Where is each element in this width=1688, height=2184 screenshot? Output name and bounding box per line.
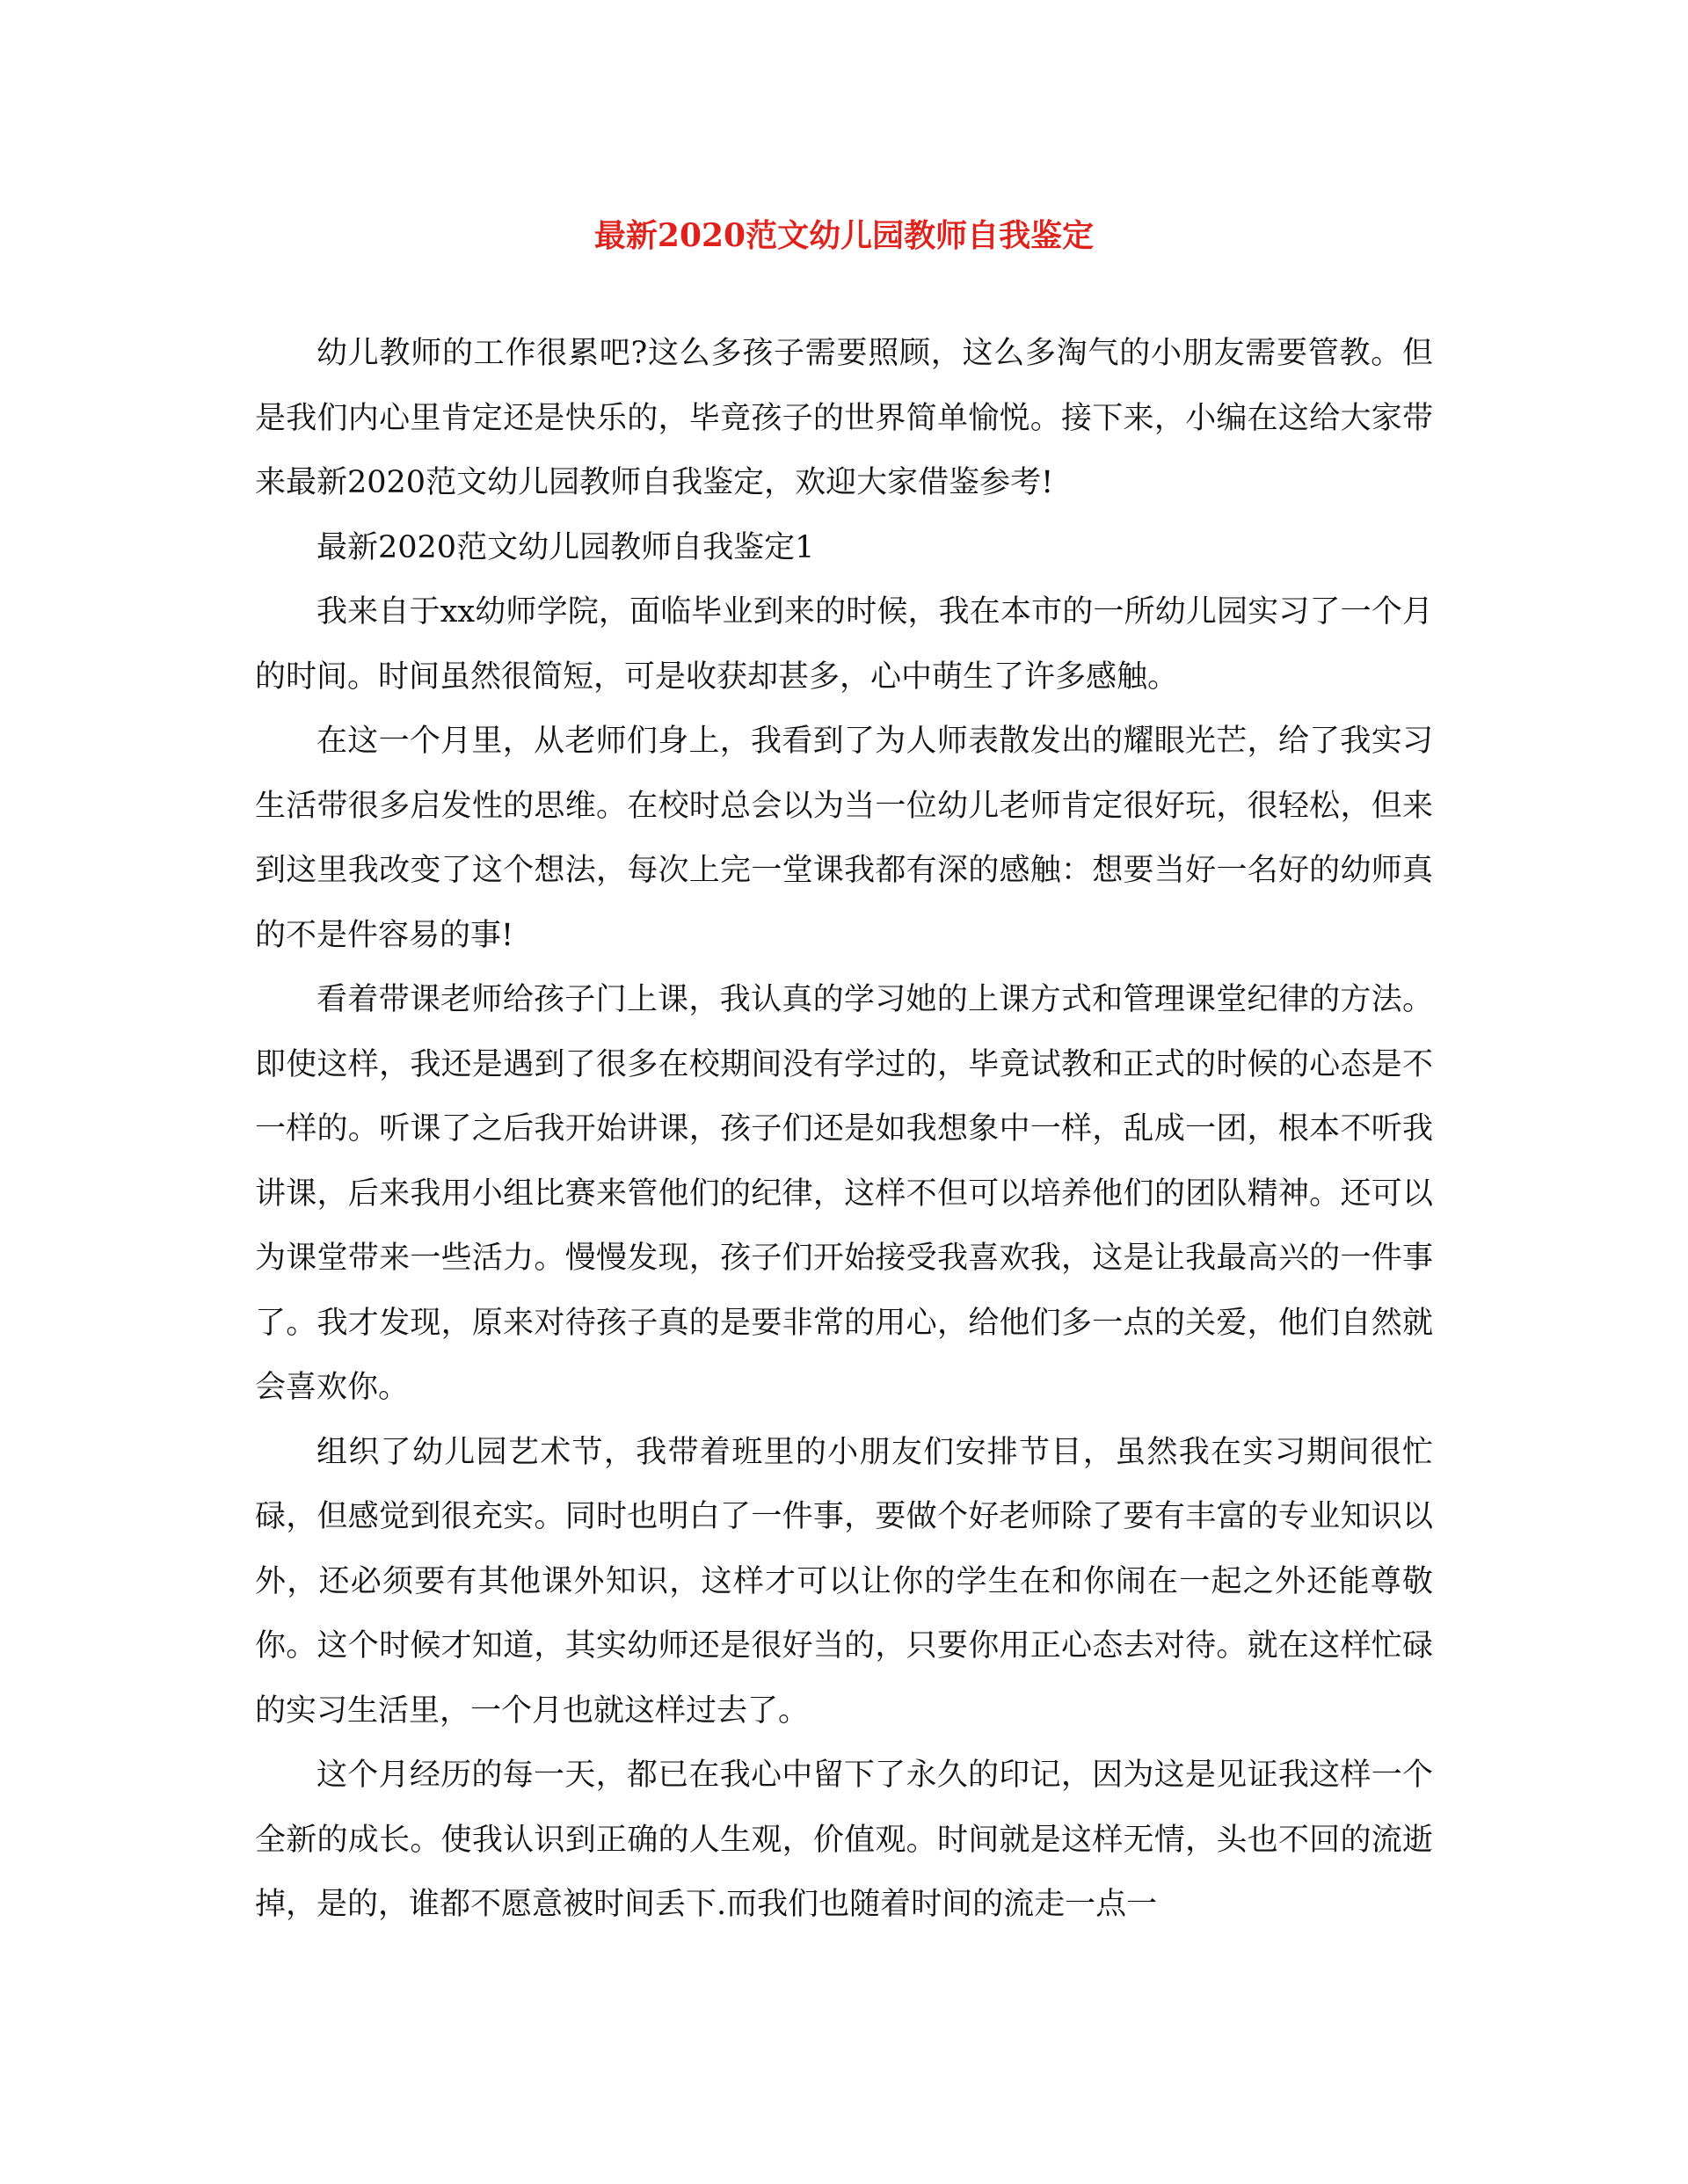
paragraph: 这个月经历的每一天，都已在我心中留下了永久的印记，因为这是见证我这样一个全新的成长。使我认识到正确的人生观，价值观。时间就是这样无情，头也不回的流逝掉，是的，谁都不愿意被时间丢下.而我们也随着时间的流走一点一	[255, 1758, 1433, 1922]
document-body	[255, 322, 1433, 1938]
document-title: 最新2020范文幼儿园教师自我鉴定	[593, 217, 1095, 254]
paragraph: 组织了幼儿园艺术节，我带着班里的小朋友们安排节目，虽然我在实习期间很忙碌，但感觉到很充实。同时也明白了一件事，要做个好老师除了要有丰富的专业知识以外，还必须要有其他课外知识，这样才可以让你的学生在和你闹在一起之外还能尊敬你。这个时候才知道，其实幼师还是很好当的，只要你用正心态去对待。就在这样忙碌的实习生活里，一个月也就这样过去了。	[255, 1434, 1433, 1729]
section-heading: 最新2020范文幼儿园教师自我鉴定1	[316, 529, 815, 565]
paragraph: 我来自于xx幼师学院，面临毕业到来的时候，我在本市的一所幼儿园实习了一个月的时间。时间虽然很简短，可是收获却甚多，心中萌生了许多感触。	[255, 594, 1433, 695]
paragraph: 在这一个月里，从老师们身上，我看到了为人师表散发出的耀眼光芒，给了我实习生活带很多启发性的思维。在校时总会以为当一位幼儿老师肯定很好玩，很轻松，但来到这里我改变了这个想法，每次上完一堂课我都有深的感触：想要当好一名好的幼师真的不是件容易的事!	[255, 724, 1433, 953]
paragraph-intro: 幼儿教师的工作很累吧?这么多孩子需要照顾，这么多淘气的小朋友需要管教。但是我们内心里肯定还是快乐的，毕竟孩子的世界简单愉悦。接下来，小编在这给大家带来最新2020范文幼儿园教师自我鉴定，欢迎大家借鉴参考!	[255, 336, 1433, 500]
paragraph: 看着带课老师给孩子门上课，我认真的学习她的上课方式和管理课堂纪律的方法。即使这样，我还是遇到了很多在校期间没有学过的，毕竟试教和正式的时候的心态是不一样的。听课了之后我开始讲课，孩子们还是如我想象中一样，乱成一团，根本不听我讲课，后来我用小组比赛来管他们的纪律，这样不但可以培养他们的团队精神。还可以为课堂带来一些活力。慢慢发现，孩子们开始接受我喜欢我，这是让我最高兴的一件事了。我才发现，原来对待孩子真的是要非常的用心，给他们多一点的关爱，他们自然就会喜欢你。	[255, 982, 1433, 1405]
